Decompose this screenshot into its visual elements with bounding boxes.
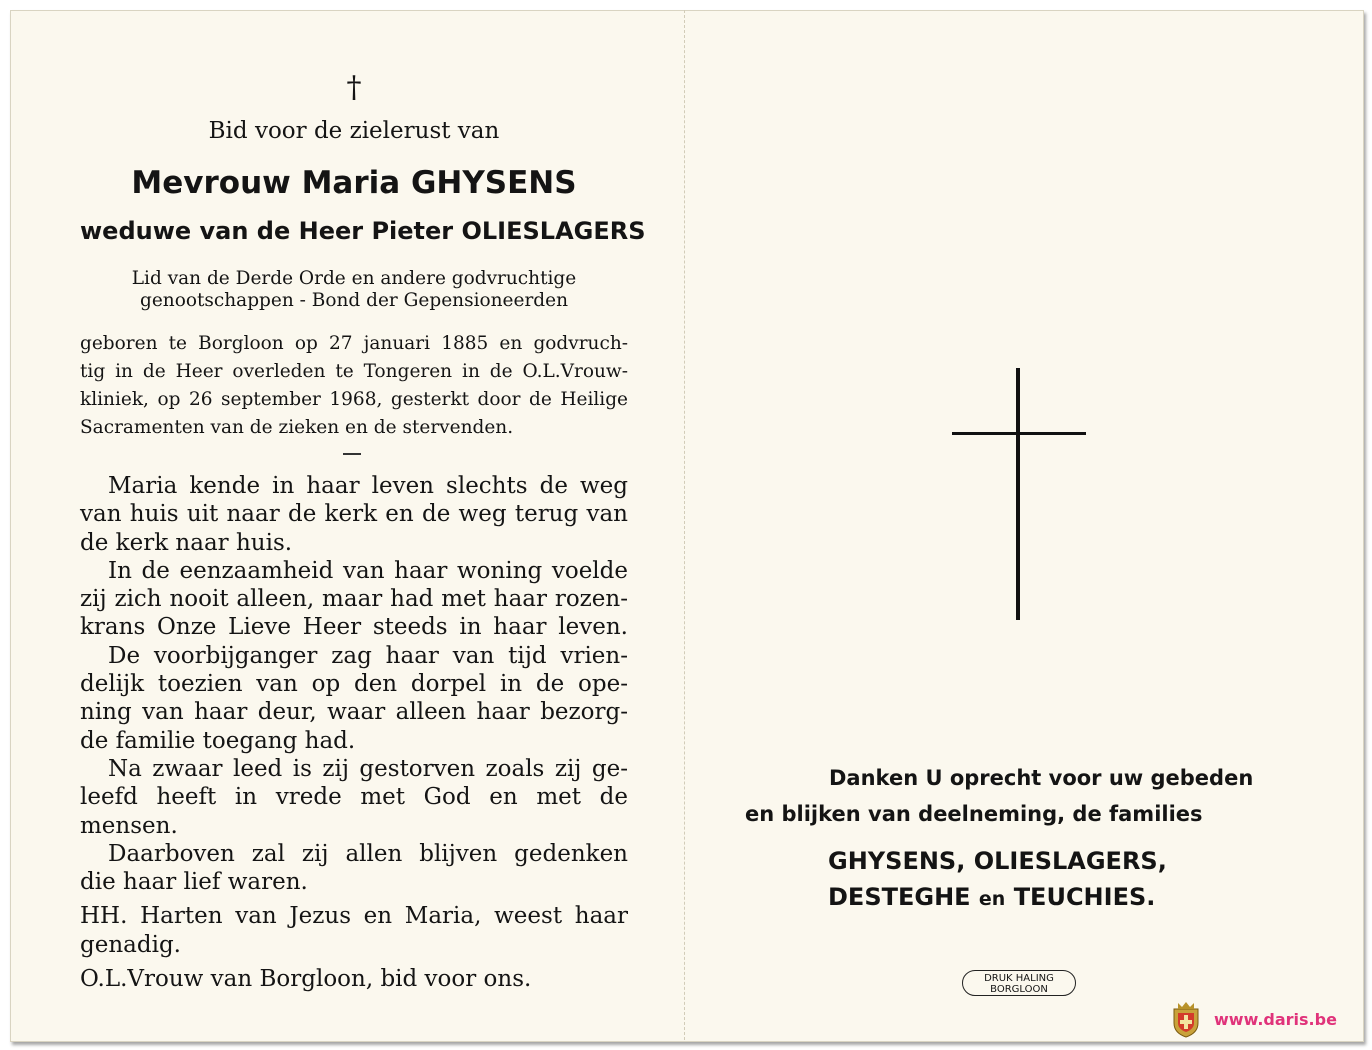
printer-location: BORGLOON (990, 984, 1048, 995)
thanks-text (745, 760, 1253, 832)
body-line: Daarboven zal zij allen blijven gedenken (108, 840, 628, 867)
large-cross-horizontal (952, 432, 1086, 435)
body-line: krans Onze Lieve Heer steeds in haar leven. (80, 614, 628, 641)
body-line: de kerk naar huis. (80, 529, 293, 556)
body-line: de familie toegang had. (80, 727, 356, 754)
body-line: Maria kende in haar leven slechts de weg (108, 473, 628, 499)
family-name-teuchies: TEUCHIES. (1013, 883, 1156, 911)
bio-line: Sacramenten van de zieken en de stervenden. (80, 417, 514, 438)
body-line: zij zich nooit alleen, maar had met haar rozen- (80, 586, 628, 613)
body-line: die haar lief waren. (80, 869, 308, 896)
spouse-line: weduwe van de Heer Pieter OLIESLAGERS (80, 217, 646, 245)
biography-text (80, 330, 628, 442)
cross-symbol: † (346, 70, 362, 105)
family-line-2 (828, 879, 1167, 917)
body-line: De voorbijganger zag haar van tijd vrien- (108, 642, 628, 669)
printer-stamp (962, 970, 1076, 996)
large-cross-vertical (1016, 368, 1020, 620)
family-name-desteghe: DESTEGHE (828, 883, 971, 911)
membership-line: genootschappen - Bond der Gepensioneerden (139, 290, 568, 311)
family-conjunction: en (978, 888, 1006, 910)
membership-line: Lid van de Derde Orde en andere godvruchtige (131, 268, 577, 289)
body-line: O.L.Vrouw van Borgloon, bid voor ons. (80, 966, 532, 993)
family-names (828, 843, 1167, 917)
bio-line: kliniek, op 26 september 1968, gesterkt door de Heilige (80, 389, 628, 410)
thanks-line: en blijken van deelneming, de families (745, 802, 1203, 826)
body-line: leefd heeft in vrede met God en met de (80, 784, 628, 811)
watermark-link[interactable]: www.daris.be (1214, 1010, 1337, 1029)
body-line: mensen. (80, 812, 178, 839)
body-line: HH. Harten van Jezus en Maria, weest haar (80, 903, 628, 930)
body-line: delijk toezien van op den dorpel in de ope- (80, 671, 628, 698)
bio-line: geboren te Borgloon op 27 januari 1885 en godvruch- (80, 333, 628, 354)
memorial-text (80, 472, 628, 993)
coat-of-arms-icon (1170, 999, 1202, 1039)
family-line-1: GHYSENS, OLIESLAGERS, (828, 847, 1167, 875)
body-line: Na zwaar leed is zij gestorven zoals zij ge- (108, 755, 628, 782)
deceased-name: Mevrouw Maria GHYSENS (131, 165, 577, 201)
body-line: ning van haar deur, waar alleen haar bezorg- (80, 699, 628, 726)
body-line: In de eenzaamheid van haar woning voelde (108, 557, 628, 584)
membership-text (80, 268, 628, 312)
card-fold-line (684, 10, 685, 1040)
body-line: van huis uit naar de kerk en de weg terug van (80, 501, 628, 528)
section-divider (343, 453, 361, 455)
thanks-line: Danken U oprecht voor uw gebeden (829, 766, 1254, 790)
body-line: genadig. (80, 931, 181, 958)
printer-name: DRUK HALING (984, 973, 1054, 984)
bio-line: tig in de Heer overleden te Tongeren in de O.L.Vrouw- (80, 361, 628, 382)
prayer-line: Bid voor de zielerust van (208, 118, 500, 144)
